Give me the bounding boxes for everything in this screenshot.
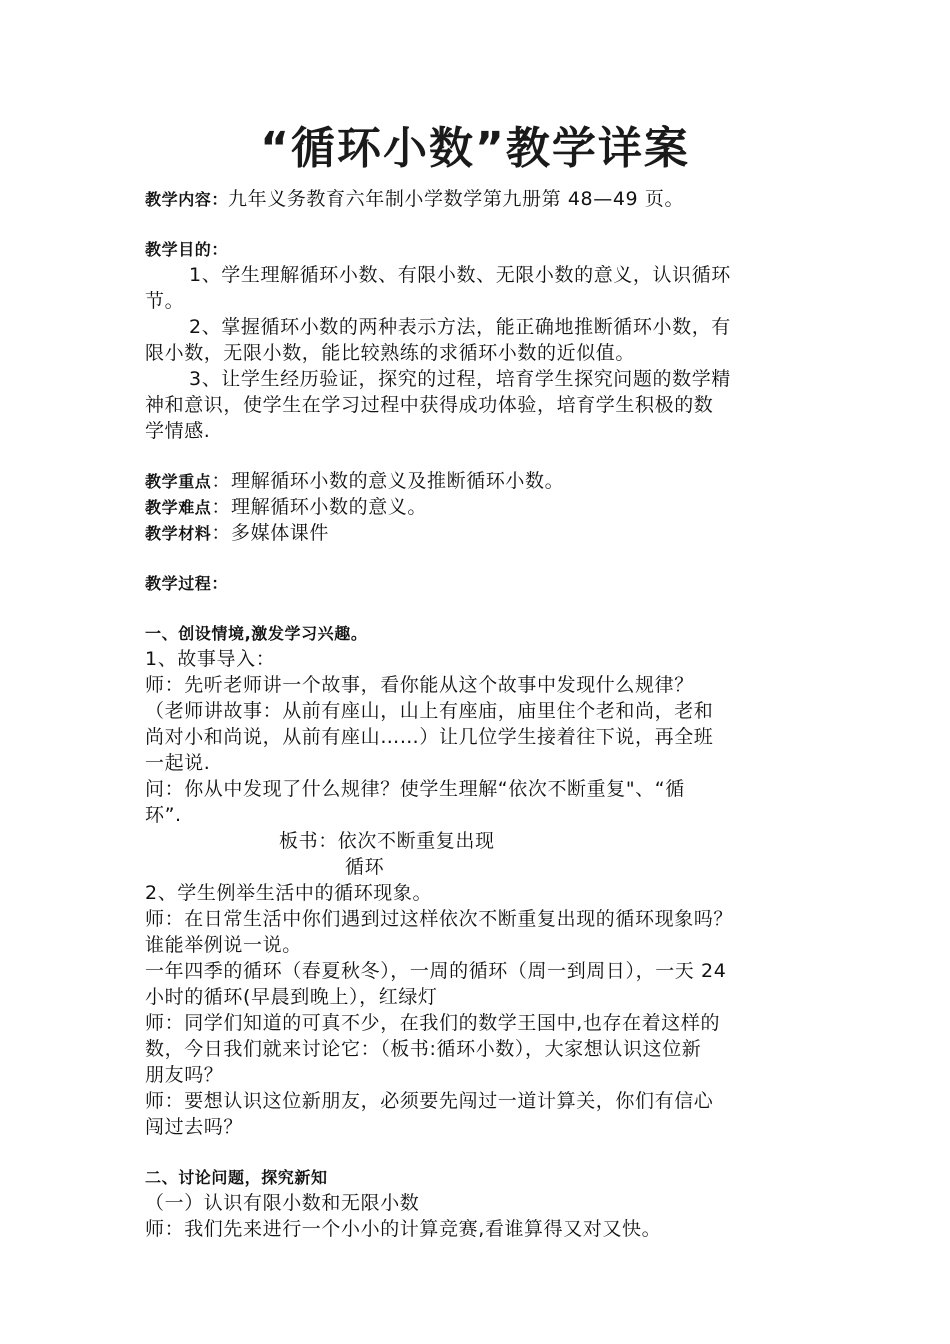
teaching-difficulty-line (145, 494, 810, 520)
paragraph-line: 师：要想认识这位新朋友，必须要先闯过一道计算关，你们有信心 (145, 1090, 714, 1112)
paragraph-line: 闯过去吗？ (145, 1116, 244, 1138)
teaching-content-label: 教学内容： (145, 190, 229, 209)
teaching-process-heading: 教学过程： (145, 574, 229, 593)
paragraph-line: 1、故事导入： (145, 648, 276, 670)
teaching-content-line (145, 186, 810, 212)
paragraph-line: 2、学生例举生活中的循环现象。 (145, 882, 433, 904)
teaching-material-line (145, 520, 810, 546)
goal-3-line-3: 学情感. (145, 420, 211, 442)
paragraph-line: 小时的循环(早晨到晚上），红绿灯 (145, 986, 438, 1008)
teaching-focus-label: 教学重点 (145, 472, 212, 491)
paragraph-line: 尚对小和尚说，从前有座山……）让几位学生接着往下说，再全班 (145, 726, 714, 748)
paragraph-line: 数，今日我们就来讨论它：（板书:循环小数），大家想认识这位新 (145, 1038, 702, 1060)
section-2-heading: 二、讨论问题，探究新知 (145, 1168, 328, 1187)
section-1-heading: 一、创设情境,激发学习兴趣。 (145, 624, 368, 643)
paragraph-line: 环”. (145, 804, 182, 826)
paragraph-line: 一起说. (145, 752, 211, 774)
paragraph-line: 师：在日常生活中你们遇到过这样依次不断重复出现的循环现象吗？ (145, 908, 734, 930)
paragraph-line: 问：你从中发现了什么规律？使学生理解“依次不断重复"、“循 (145, 778, 685, 800)
goal-2-line-2: 限小数，无限小数，能比较熟练的求循环小数的近似值。 (145, 342, 636, 364)
paragraph-line: （老师讲故事：从前有座山，山上有座庙，庙里住个老和尚，老和 (145, 700, 714, 722)
blackboard-note-1: 板书：依次不断重复出现 (279, 830, 495, 852)
goal-1-line-1: 1、学生理解循环小数、有限小数、无限小数的意义，认识循环 (189, 264, 731, 286)
goal-3-line-1: 3、让学生经历验证，探究的过程，培育学生探究问题的数学精 (189, 368, 731, 390)
paragraph-line: （一）认识有限小数和无限小数 (145, 1192, 420, 1214)
paragraph-line: 朋友吗？ (145, 1064, 224, 1086)
teaching-difficulty-text: ：理解循环小数的意义。 (211, 496, 428, 518)
teaching-focus-text: ：理解循环小数的意义及推断循环小数。 (211, 470, 565, 492)
paragraph-line: 师：先听老师讲一个故事，看你能从这个故事中发现什么规律？ (145, 674, 694, 696)
paragraph-line: 谁能举例说一说。 (145, 934, 302, 956)
goal-1-line-2: 节。 (145, 290, 185, 312)
paragraph-line: 一年四季的循环（春夏秋冬），一周的循环（周一到周日），一天 24 (145, 960, 727, 982)
teaching-material-text: ：多媒体课件 (211, 522, 330, 544)
goal-2-line-1: 2、掌握循环小数的两种表示方法，能正确地推断循环小数，有 (189, 316, 731, 338)
teaching-goals-heading: 教学目的： (145, 240, 229, 259)
page-title: “循环小数”教学详案 (260, 123, 690, 174)
teaching-difficulty-label: 教学难点 (145, 498, 212, 517)
paragraph-line: 师：同学们知道的可真不少，在我们的数学王国中,也存在着这样的 (145, 1012, 721, 1034)
teaching-material-label: 教学材料 (145, 524, 212, 543)
blackboard-note-2: 循环 (345, 856, 385, 878)
teaching-content-text: 九年义务教育六年制小学数学第九册第 48—49 页。 (228, 188, 685, 210)
goal-3-line-2: 神和意识，使学生在学习过程中获得成功体验，培育学生积极的数 (145, 394, 714, 416)
teaching-focus-line (145, 468, 810, 494)
paragraph-line: 师：我们先来进行一个小小的计算竞赛,看谁算得又对又快。 (145, 1218, 662, 1240)
document-body (145, 186, 810, 1242)
